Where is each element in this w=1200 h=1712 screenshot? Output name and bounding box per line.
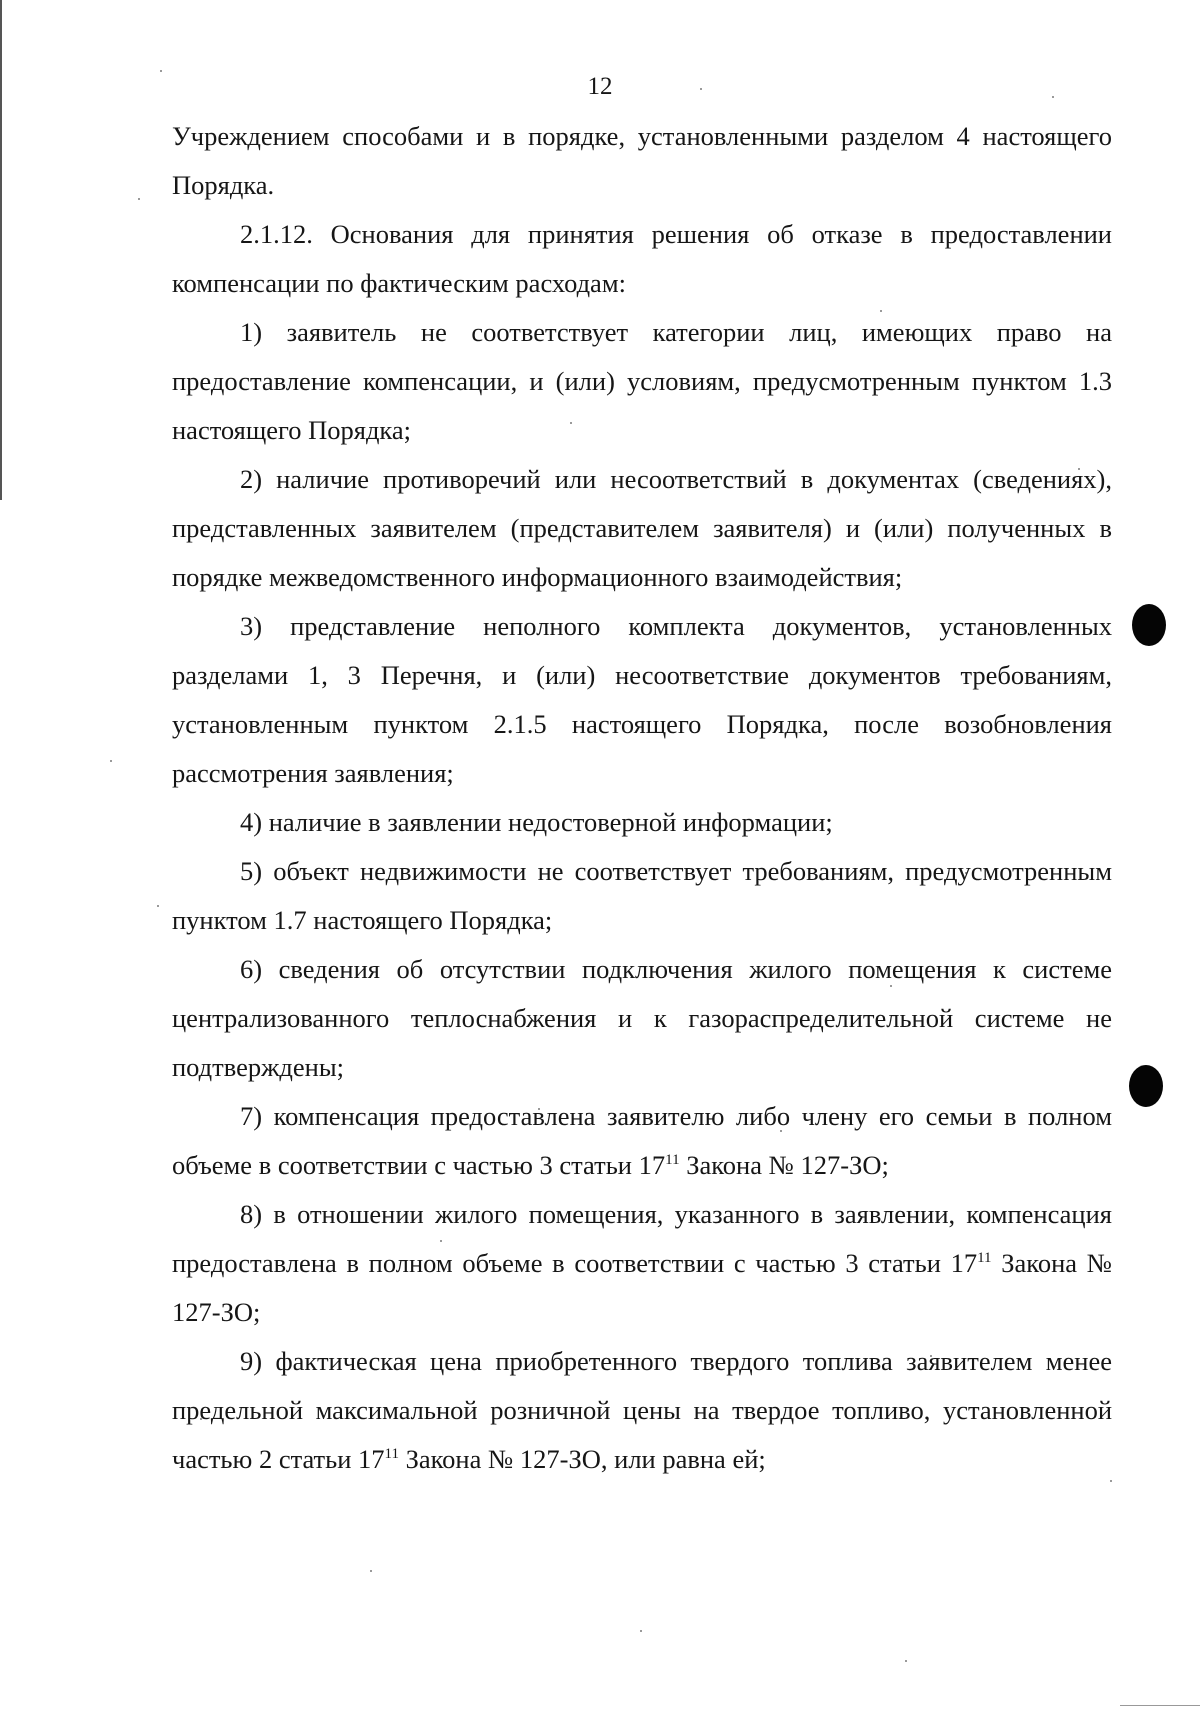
document-body bbox=[172, 112, 1112, 1484]
page-number: 12 bbox=[587, 73, 613, 100]
scan-speck bbox=[370, 1570, 372, 1572]
list-item-4: 4) наличие в заявлении недостоверной информации; bbox=[240, 807, 833, 837]
paragraph-continuation: Учреждением способами и в порядке, установленными разделом 4 настоящего Порядка. bbox=[172, 121, 1112, 200]
punch-hole-top bbox=[1132, 604, 1166, 646]
list-item-8 bbox=[172, 1190, 1112, 1337]
superscript-11: 11 bbox=[977, 1250, 992, 1266]
list-item-7-tail: Закона № 127-ЗО; bbox=[679, 1150, 889, 1180]
scan-speck bbox=[138, 198, 140, 200]
scan-speck bbox=[110, 760, 112, 762]
list-item-5: 5) объект недвижимости не соответствует требованиям, предусмотренным пунктом 1.7 настоящего Порядка; bbox=[172, 856, 1112, 935]
list-item-9-tail: Закона № 127-ЗО, или равна ей; bbox=[398, 1444, 766, 1474]
scan-speck bbox=[905, 1660, 907, 1662]
scan-speck bbox=[157, 905, 159, 907]
list-item-9 bbox=[172, 1337, 1112, 1484]
scan-mark bbox=[1120, 1705, 1200, 1706]
list-item-2: 2) наличие противоречий или несоответствий в документах (сведениях), представленных заявителем (представителем заявителя) и (или) полученных в порядке межведомственного информационного взаимодействия; bbox=[172, 464, 1112, 592]
paragraph-clause-2-1-12: 2.1.12. Основания для принятия решения об отказе в предоставлении компенсации по фактическим расходам: bbox=[172, 219, 1112, 298]
superscript-11: 11 bbox=[665, 1152, 680, 1168]
list-item-7-text: 7) компенсация предоставлена заявителю либо члену его семьи в полном объеме в соответствии с частью 3 статьи 17 bbox=[172, 1101, 1112, 1180]
punch-hole-bottom bbox=[1129, 1065, 1163, 1107]
superscript-11: 11 bbox=[384, 1446, 399, 1462]
list-item-9-text: 9) фактическая цена приобретенного твердого топлива заявителем менее предельной максимальной розничной цены на твердое топливо, установленной частью 2 статьи 17 bbox=[172, 1346, 1112, 1474]
scan-speck bbox=[640, 1630, 642, 1632]
list-item-6: 6) сведения об отсутствии подключения жилого помещения к системе централизованного теплоснабжения и к газораспределительной системе не подтверждены; bbox=[172, 954, 1112, 1082]
list-item-8-tail: Закона № 127-ЗО; bbox=[172, 1248, 1113, 1327]
list-item-3: 3) представление неполного комплекта документов, установленных разделами 1, 3 Перечня, и (или) несоответствие документов требованиям, установленным пунктом 2.1.5 настоящего Порядка, после возобновления рассмотрения заявления; bbox=[172, 611, 1112, 788]
list-item-1: 1) заявитель не соответствует категории лиц, имеющих право на предоставление компенсации, и (или) условиям, предусмотренным пунктом 1.3 настоящего Порядка; bbox=[172, 317, 1112, 445]
list-item-8-text: 8) в отношении жилого помещения, указанного в заявлении, компенсация предоставлена в полном объеме в соответствии с частью 3 статьи 17 bbox=[172, 1199, 1112, 1278]
list-item-7 bbox=[172, 1092, 1112, 1190]
